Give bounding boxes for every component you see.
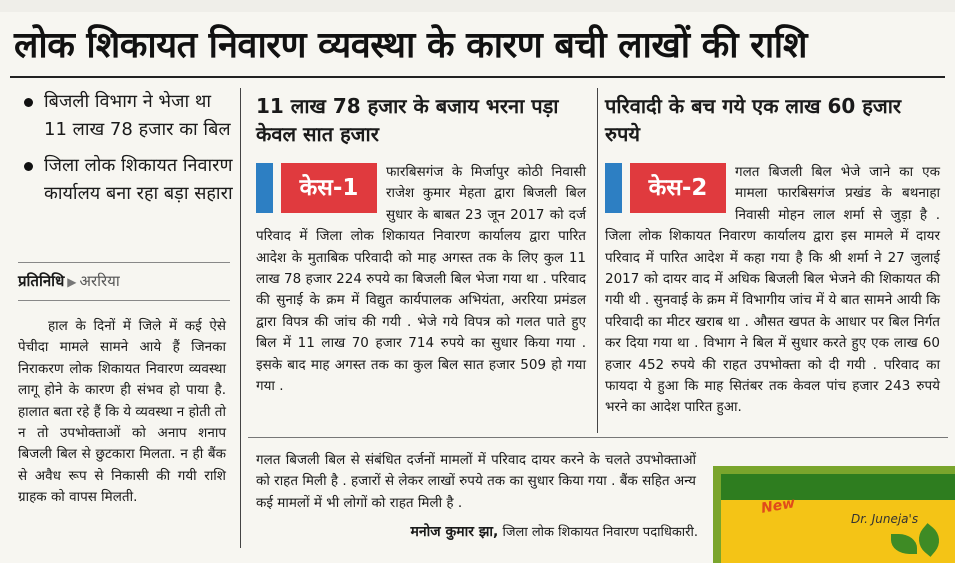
official-statement: गलत बिजली बिल से संबंधित दर्जनों मामलों में परिवाद दायर करने के चलते उपभोक्ताओं को राहत मिली है . हजारों से लेकर लाखों रुपये तक का सुधार किया गया . बैंक सहित अन्य कई मामलों में भी लोगों को राहत मिली है . bbox=[256, 452, 696, 511]
bullet-dot-icon bbox=[24, 162, 33, 171]
bullet-text: जिला लोक शिकायत निवारण कार्यालय बना रहा बड़ा सहारा bbox=[44, 155, 233, 204]
official-title: जिला लोक शिकायत निवारण पदाधिकारी. bbox=[502, 525, 698, 540]
highlight-bullets bbox=[18, 88, 233, 216]
signature bbox=[330, 522, 698, 543]
case2-subhead: परिवादी के बच गये एक लाख 60 हजार रुपये bbox=[605, 94, 902, 146]
case1-body bbox=[256, 162, 586, 397]
case2-body bbox=[605, 162, 940, 419]
case1-subhead: 11 लाख 78 हजार के बजाय भरना पड़ा केवल सात हजार bbox=[256, 94, 559, 146]
case2-label: केस-2 bbox=[630, 163, 726, 213]
headline-divider bbox=[10, 76, 945, 78]
article-headline: लोक शिकायत निवारण व्यवस्था के कारण बची लाखों की राशि bbox=[14, 25, 808, 66]
byline bbox=[18, 270, 120, 293]
column-divider bbox=[597, 88, 598, 433]
previous-article-edge bbox=[0, 0, 955, 12]
official-name: मनोज कुमार झा, bbox=[410, 524, 499, 540]
column-divider bbox=[240, 88, 241, 548]
intro-paragraph: हाल के दिनों में जिले में कई ऐसे पेचीदा मामले सामने आये हैं जिनका निराकरण लोक शिकायत निवारण व्यवस्था लागू होने के कारण ही संभव हो पाया है. हालात बता रहे हैं कि ये व्यवस्था न होती तो न तो उपभोक्ताओं को अनाप शनाप बिजली बिल से छुटकारा मिलता. न ही बैंक से अवैध रूप से निकासी की गयी राशि ग्राहक को वापस मिलती. bbox=[18, 318, 226, 506]
case1-text: फारबिसगंज के मिर्जापुर कोठी निवासी राजेश कुमार मेहता द्वारा बिजली बिल सुधार के बाबत 23 जून 2017 को दर्ज परिवाद में जिला लोक शिकायत निवारण कार्यालय द्वारा पारित आदेश के मुताबिक परिवादी को माह अगस्त तक के लिए कुल 11 लाख 78 हजार 224 रुपये का बिजली बिल भेजा गया था . परिवाद की सुनाई के क्रम में विद्युत कार्यपालक अभियंता, अररिया प्रमंडल द्वारा विपत्र की जांच की गयी . भेजे गये विपत्र को गलत पाते हुए बिल में 11 लाख 70 हजार 714 रुपये का सुधार किया गया . इसके बाद माह अगस्त तक का कुल बिल सात हजार 509 हो गया गया . bbox=[256, 164, 586, 395]
ad-brand: Dr. Juneja's bbox=[851, 512, 919, 526]
reporter-label: प्रतिनिधि bbox=[18, 272, 65, 290]
case1-float-spacer bbox=[256, 162, 386, 214]
byline-divider-bottom bbox=[18, 300, 230, 301]
leaf-icon bbox=[891, 534, 917, 554]
byline-divider-top bbox=[18, 262, 230, 263]
advertisement bbox=[713, 466, 955, 563]
dateline-place: अररिया bbox=[79, 272, 120, 290]
leaf-icon bbox=[912, 523, 946, 557]
case2-text: गलत बिजली बिल भेजे जाने का एक मामला फारबिसगंज प्रखंड के बथनाहा निवासी मोहन लाल शर्मा से जुड़ा है . जिला लोक शिकायत निवारण कार्यालय द्वारा इस मामले में दायर परिवाद में पारित आदेश में कहा गया है कि श्री शर्मा ने 27 जुलाई 2017 को दायर वाद में अधिक बिजली बिल भेजने की शिकायत की गयी थी . सुनवाई के क्रम में विभागीय जांच में ये बात सामने आयी कि परिवादी का मीटर खराब था . औसत खपत के आधार पर बिल निर्गत कर दिया गया था . विभाग ने बिल में सुधार करते हुए एक लाख 60 हजार 452 रुपये की राहत उपभोक्ता को दी गयी . परिवाद का फायदा ये हुआ कि माह सितंबर तक केवल पांच हजार 243 रुपये भरने का आदेश पारित हुआ. bbox=[605, 164, 940, 416]
ad-new-tag: New bbox=[759, 495, 797, 517]
ad-panel bbox=[721, 474, 955, 563]
bullet-dot-icon bbox=[24, 98, 33, 107]
case2-float-spacer bbox=[605, 162, 735, 214]
bullet-item bbox=[18, 88, 233, 144]
bullet-item bbox=[18, 152, 233, 208]
bottom-divider bbox=[248, 437, 948, 438]
ad-band bbox=[721, 474, 955, 500]
case1-label: केस-1 bbox=[281, 163, 377, 213]
arrow-icon: ▶ bbox=[67, 275, 77, 289]
bullet-text: बिजली विभाग ने भेजा था 11 लाख 78 हजार का बिल bbox=[44, 91, 231, 140]
